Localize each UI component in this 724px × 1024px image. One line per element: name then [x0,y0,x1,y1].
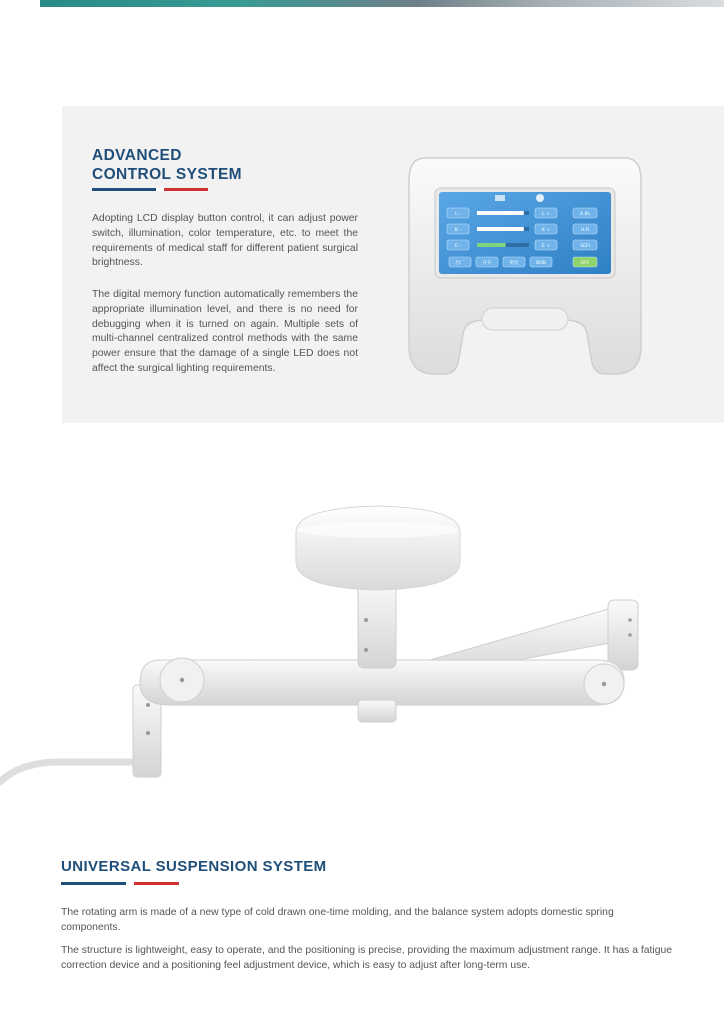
svg-text:BOB: BOB [536,261,546,266]
lcd-minus-button[interactable] [447,208,469,218]
svg-text:OFF: OFF [580,261,590,266]
suspension-paragraph-1: The rotating arm is made of a new type of cold drawn one-time molding, and the balance system adopts domestic spring components. [61,907,614,933]
control-system-heading: ADVANCED CONTROL SYSTEM [92,147,242,183]
lcd-side-button[interactable] [573,208,597,218]
level-fill [477,227,524,231]
suspension-arm-illustration [0,500,724,800]
settings-icon [536,194,544,202]
svg-text:E -: E - [454,244,462,249]
control-paragraph-2: The digital memory function automatically remembers the appropriate illumination level, and there is no need for debugging when it is turned on again. Multiple sets of multi-channel centralized control methods with the same power ensure that the damage of a single LED does not affect the surgical lighting requirements. [92,289,358,374]
control-paragraph-1: Adopting LCD display button control, it can adjust power switch, illumination, color temperature, etc. to meet the requirements of medical staff for different patient surgical brightness. [92,213,358,269]
lcd-bottom-button[interactable] [503,257,525,267]
heading-underline [92,188,208,191]
control-panel-device [405,150,645,380]
svg-text:K +: K + [541,228,551,233]
level-fill [477,243,506,247]
svg-text:照度: 照度 [509,261,519,266]
heading-underline [61,882,179,885]
lcd-minus-button[interactable] [447,240,469,250]
lcd-minus-button[interactable] [447,224,469,234]
svg-text:开关: 开关 [482,261,492,266]
lcd-plus-button[interactable] [535,240,557,250]
svg-text:SEFI: SEFI [580,244,590,249]
lcd-plus-button[interactable] [535,208,557,218]
svg-text:出厂: 出厂 [455,261,465,266]
svg-text:L -: L - [455,212,461,217]
svg-text:H.FI: H.FI [580,228,590,233]
lcd-side-button[interactable] [573,240,597,250]
lcd-bottom-button[interactable] [449,257,471,267]
lcd-plus-button[interactable] [535,224,557,234]
header-photo-strip [40,0,724,7]
suspension-system-heading: UNIVERSAL SUSPENSION SYSTEM [61,858,327,875]
display-icon [495,195,505,201]
lcd-bottom-button[interactable] [530,257,552,267]
svg-text:K -: K - [454,228,462,233]
lcd-toggle-button[interactable] [573,257,597,267]
svg-text:L +: L + [542,212,550,217]
lcd-side-button[interactable] [573,224,597,234]
lcd-bottom-button[interactable] [476,257,498,267]
suspension-paragraph-2: The structure is lightweight, easy to operate, and the positioning is precise, providing the maximum adjustment range. It has a fatigue correction device and a positioning feel adjustment device, which is easy to adjust after long-term use. [61,945,673,971]
level-fill [477,211,524,215]
svg-text:A 8L: A 8L [579,212,591,217]
svg-text:E +: E + [541,244,551,249]
